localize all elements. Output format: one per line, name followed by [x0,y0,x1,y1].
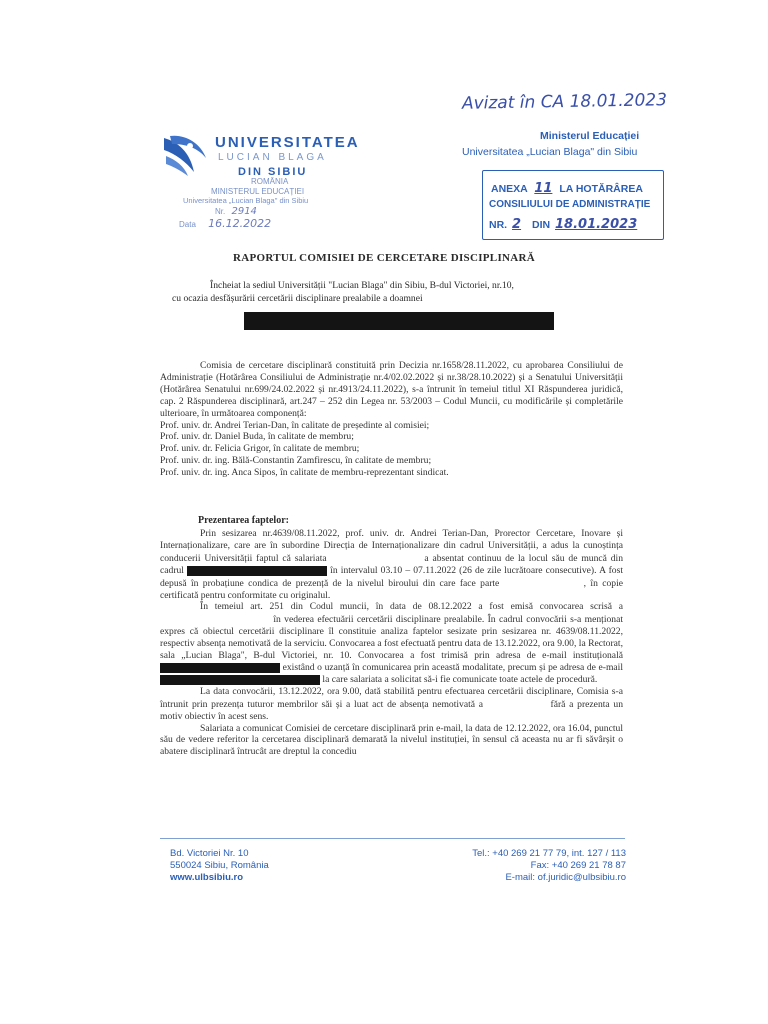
facts-section [160,528,623,758]
annex-nr-value: 2 [512,217,522,232]
facts-paragraph-2 [160,601,623,685]
member-4: Prof. univ. dr. ing. Bălă-Constantin Zamfirescu, în calitate de membru; [160,455,432,467]
member-2: Prof. univ. dr. Daniel Buda, în calitate de membru; [160,431,354,443]
redacted-email-2 [160,675,320,685]
stamp-country: ROMÂNIA [251,177,289,186]
footer-website-link[interactable]: www.ulbsibiu.ro [170,872,244,883]
stamp-date-value: 16.12.2022 [208,217,272,230]
facts-p2-part-b: în vederea efectuării cercetării disciplinare prealabile. În cadrul convocării s-a menționat expres că obiectul cercetării disciplinare îl constituie analiza faptelor sesizate prin sesizarea nr. 4639/08.11.2022, respectiv absența nemotivată de la serviciu. Convocarea a fost efectuată pentru data de 13.12.2022, ora 9.00, la Rectorat, sala „Lucian Blaga", B-dul Victoriei, nr. 10. Convocarea a fost trimisă prin adresa de e-mail instituțională [160,614,623,662]
facts-paragraph-4: Salariata a comunicat Comisiei de cercetare disciplinară prin e-mail, la data de 12.12.2022, ora 16.04, punctul său de vedere referitor la cercetarea disciplinară demarată la nivelul instituției, în sensul că aceasta nu ar fi săvârșit o abatere disciplinară întrucât are dreptul la concediu [160,722,623,758]
facts-p2-part-c: existând o uzanță în comunicarea prin această modalitate, precum și pe adresa de e-mail [282,661,623,673]
handwritten-approval-note: Avizat în CA 18.01.2023 [461,90,668,114]
facts-p2-part-d: la care salariata a solicitat să-i fie comunicate toate actele de procedură. [322,673,598,685]
footer-tel: Tel.: +40 269 21 77 79, int. 127 / 113 [472,848,626,859]
footer-contact [440,848,626,884]
redacted-department-inline [187,566,327,576]
annex-din-label: DIN [531,219,551,231]
footer-email-link[interactable]: E-mail: of.juridic@ulbsibiu.ro [505,872,626,883]
laurel-bird-icon [160,132,210,180]
annex-decision-label: LA HOTĂRÂREA [559,183,643,195]
registration-stamp [175,175,365,235]
document-title: RAPORTUL COMISIEI DE CERCETARE DISCIPLINARĂ [232,252,536,264]
footer-street: Bd. Victoriei Nr. 10 [170,848,249,859]
commission-section [160,360,623,479]
annex-label: ANEXA [491,183,528,195]
header-university: Universitatea „Lucian Blaga" din Sibiu [462,146,638,158]
header-ministry: Ministerul Educației [540,130,640,142]
annex-line1 [491,181,643,196]
footer-fax: Fax: +40 269 21 78 87 [530,860,626,871]
section-title-facts: Prezentarea faptelor: [198,515,289,526]
stamp-nr-value: 2914 [231,206,257,217]
stamp-date-label: Data [179,220,196,229]
redacted-name-block [244,312,554,330]
footer-city: 550024 Sibiu, România [170,860,269,871]
annex-line2: CONSILIULUI DE ADMINISTRAȚIE [489,199,651,210]
member-1: Prof. univ. dr. Andrei Terian-Dan, în calitate de președinte al comisiei; [160,419,430,431]
redacted-email-1 [160,663,280,673]
facts-paragraph-3 [160,686,623,723]
facts-p1-part-d: , în copie certificată pentru conformitate cu originalul. [160,577,623,601]
facts-p1-part-b: a absentat continuu de la locul său de muncă din cadrul [160,552,623,576]
commission-paragraph: Comisia de cercetare disciplinară constituită prin Decizia nr.1658/28.11.2022, cu aprobarea Consiliului de Administrație (Hotărârea Consiliului de Administrație nr.4/02.02.2022 și nr.38/28.10.2022) și a Senatului Universității (Hotărârea Senatului nr.699/24.02.2022 și nr.4913/24.11.2022), s-a întrunit în temeiul titlul XI Răspunderea juridică, cap. 2 Răspunderea disciplinară, art.247 – 252 din Legea nr. 53/2003 – Codul Muncii, cu modificările și completările ulterioare, în următoarea componență: [160,360,623,419]
facts-p1-part-a: Prin sesizarea nr.4639/08.11.2022, prof. univ. dr. Andrei Terian-Dan, Prorector Cercetare, Inovare și Internaționalizare, care are în subordine Direcția de Internaționalizare din cadrul Universității, a adus la cunoștința conducerii Universității faptul că salariata [160,528,623,564]
facts-paragraph-1 [160,528,623,601]
facts-p1-part-c: în intervalul 03.10 – 07.11.2022 (26 de zile lucrătoare consecutive). A fost depusă în probațiune condica de prezență de la nivelul biroului din care face parte [160,564,623,589]
annex-line3 [489,217,637,232]
member-5: Prof. univ. dr. ing. Anca Sipos, în calitate de membru-reprezentant sindicat. [160,467,449,479]
facts-p3-part-b: fără a prezenta un motiv obiectiv în acest sens. [160,698,623,722]
logo-line-name: LUCIAN BLAGA [218,152,327,163]
facts-p2-part-a: În temeiul art. 251 din Codul muncii, în data de 08.12.2022 a fost emisă convocarea scrisă a [200,601,623,613]
redacted-name-inline-3 [487,698,547,707]
footer-address [170,848,269,884]
logo-line-university: UNIVERSITATEA [215,134,360,151]
intro-line-2: cu ocazia desfășurării cercetării disciplinare prealabile a doamnei [172,293,423,304]
member-3: Prof. univ. dr. Felicia Grigor, în calitate de membru; [160,443,360,455]
annex-stamp [482,170,664,240]
annex-din-value: 18.01.2023 [555,217,638,232]
redacted-name-inline-2 [160,613,270,622]
stamp-date [179,217,271,230]
stamp-nr [215,206,257,217]
redacted-office-inline [504,577,584,586]
annex-number: 11 [534,181,553,196]
redacted-name-inline [331,552,421,561]
stamp-nr-label: Nr. [215,207,226,216]
stamp-ministry: MINISTERUL EDUCAȚIEI [211,187,305,196]
facts-p3-part-a: La data convocării, 13.12.2022, ora 9.00, dată stabilită pentru efectuarea cercetării disciplinare, Comisia s-a întrunit prin prezența tuturor membrilor săi și a luat act de absența nemotivată a [160,685,623,710]
annex-nr-label: NR. [489,219,508,231]
logo-line-city: DIN SIBIU [238,166,308,178]
footer-divider [160,838,625,839]
stamp-university: Universitatea „Lucian Blaga" din Sibiu [183,196,309,205]
intro-line-1: Încheiat la sediul Universității "Lucian Blaga" din Sibiu, B-dul Victoriei, nr.10, [210,280,514,291]
